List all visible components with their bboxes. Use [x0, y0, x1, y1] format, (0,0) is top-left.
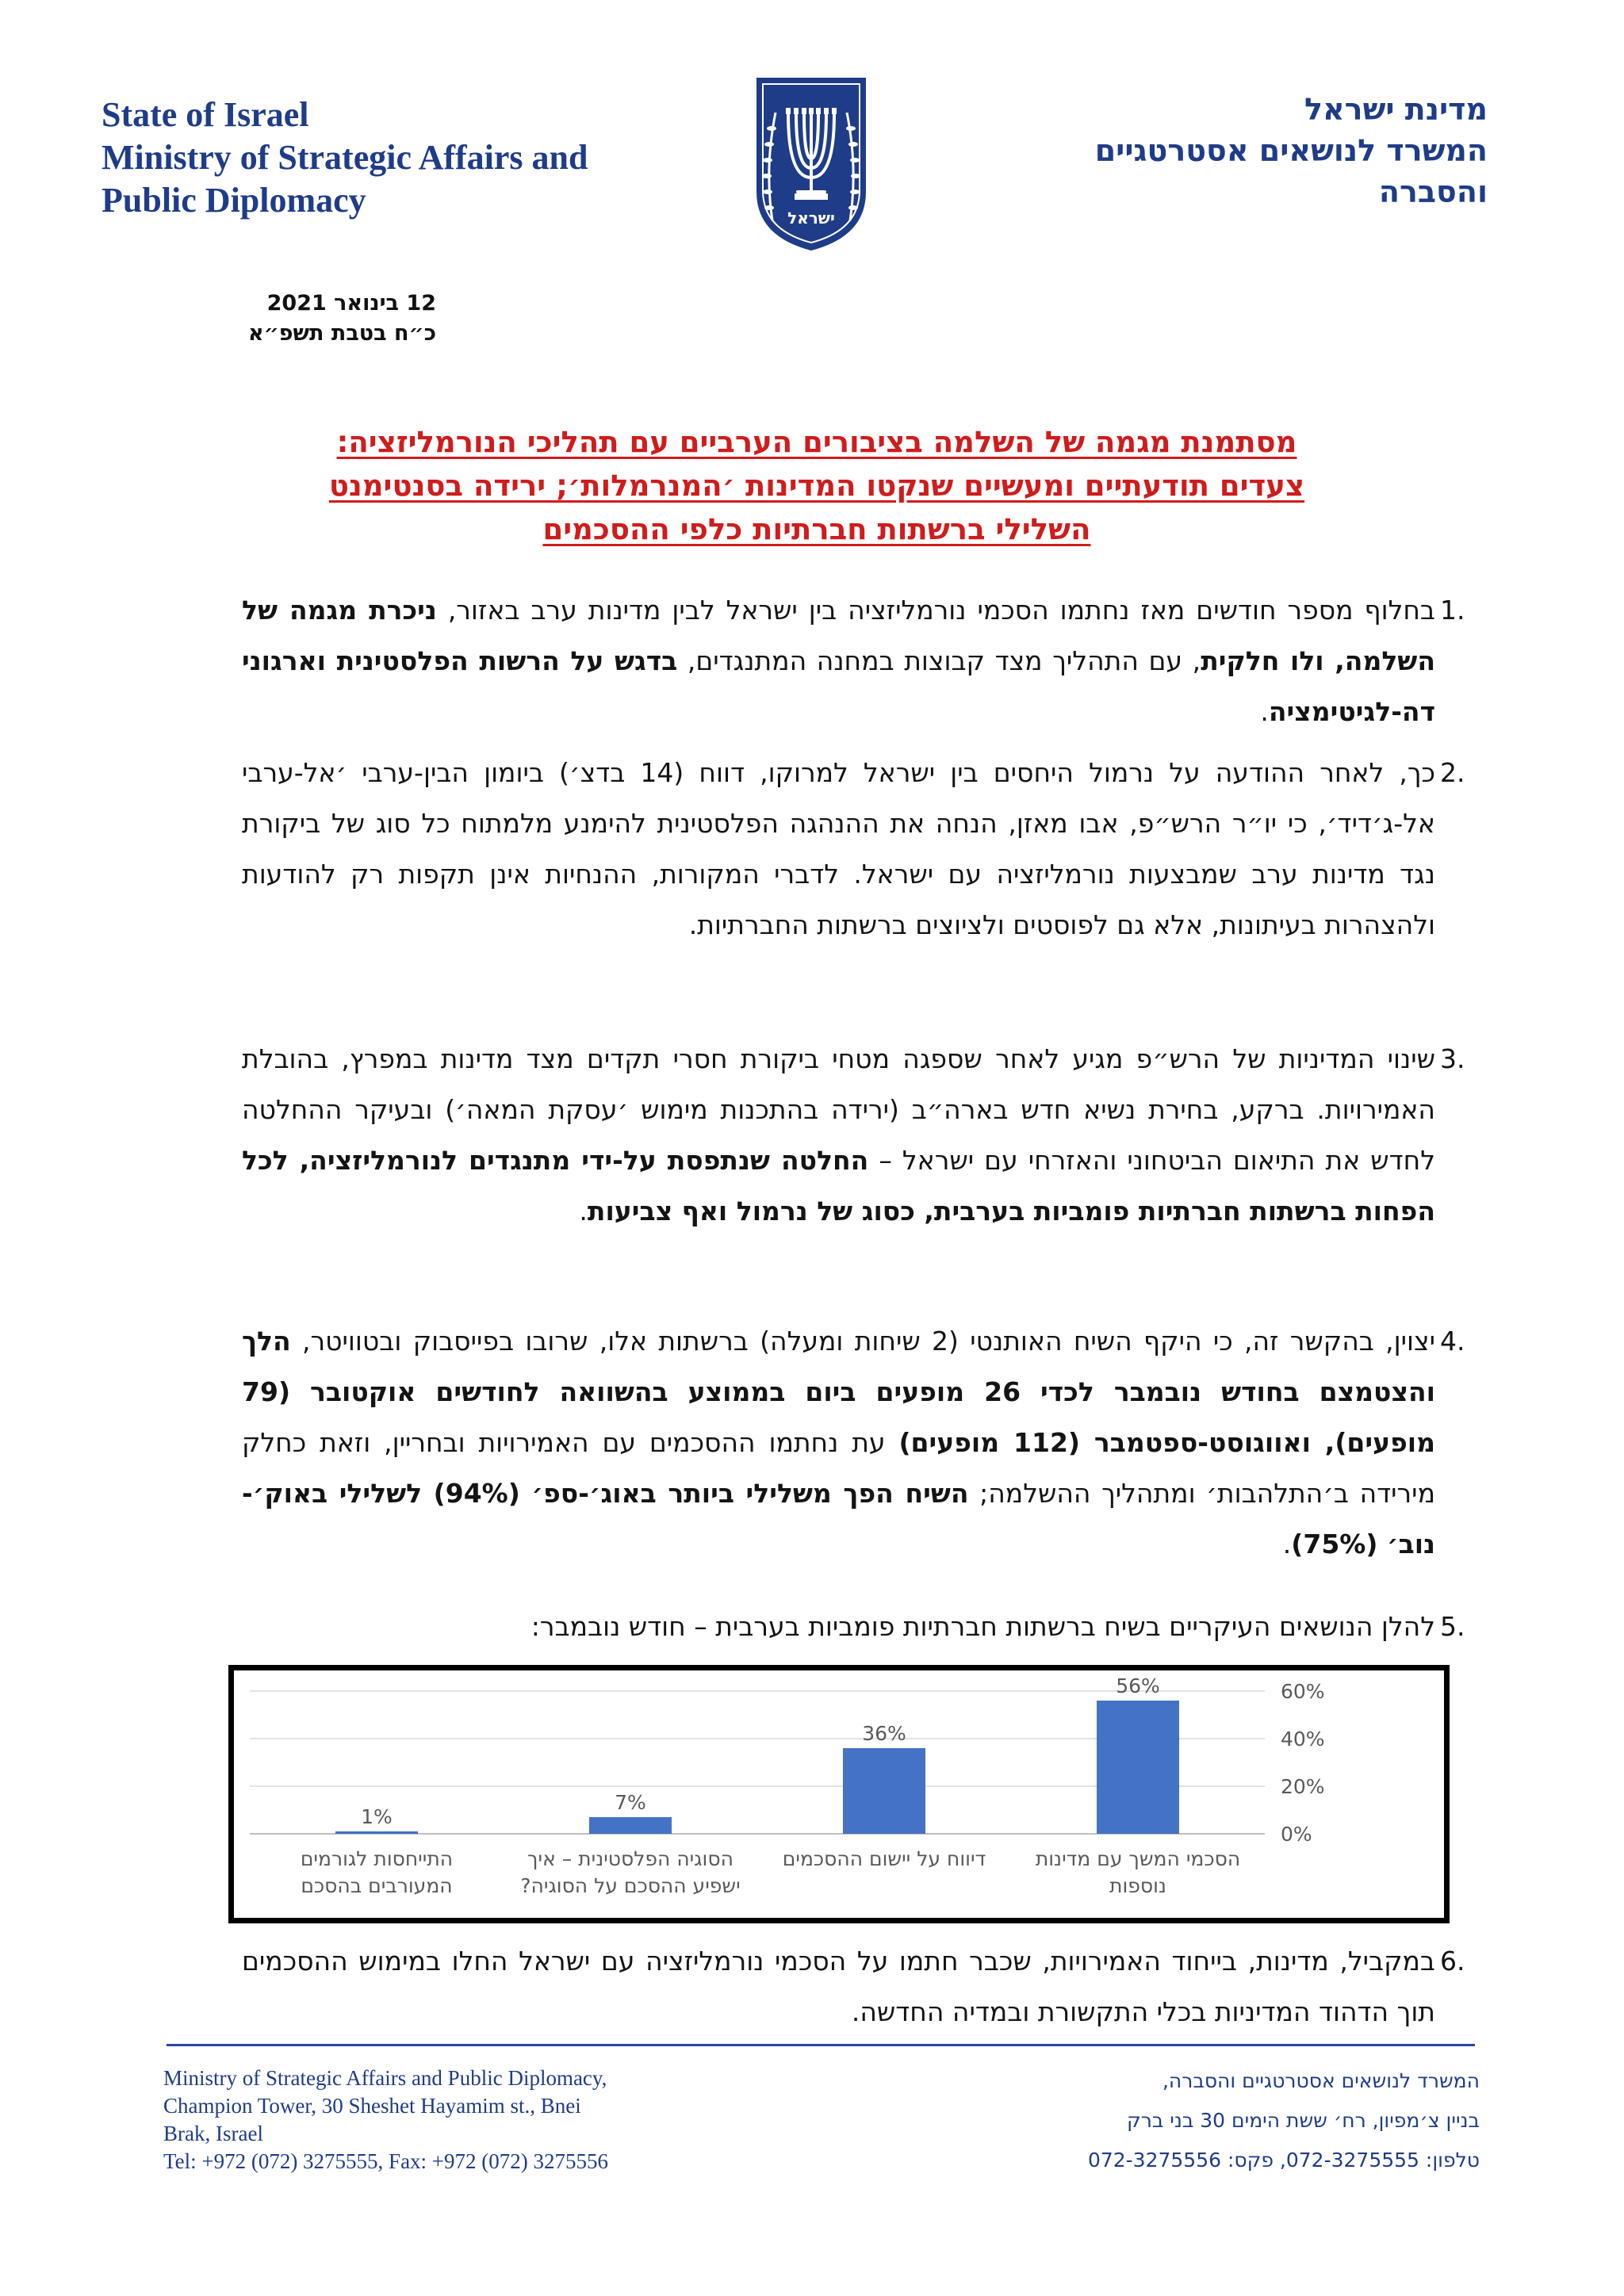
paragraph-text: כך, לאחר ההודעה על נרמול היחסים בין ישראל למרוקו, דווח (14 בדצ׳) ביומון הבין-ערבי ׳אל-ערבי אל-ג׳דיד׳, כי יו״ר הרש״פ, אבו מאזן, הנחה את ההנהגה הפלסטינית להימנע מלמתוח כל סוג של ביקורת נגד מדינות ערב שמבצעות נורמליזציה עם ישראל. לדברי המקורות, ההנחיות אינן תקפות רק להודעות ולהצהרות בעיתונות, אלא גם לפוסטים ולציוצים ברשתות החברתיות. — [242, 757, 1435, 940]
chart-data-label: 36% — [862, 1722, 906, 1745]
paragraph-4 — [242, 1316, 1435, 1570]
footer-divider — [167, 2044, 1475, 2046]
paragraph-number: 2. — [1440, 757, 1465, 788]
footer-en-line: Champion Tower, 30 Sheshet Hayamim st., Bnei — [163, 2094, 581, 2118]
footer-he-line: המשרד לנושאים אסטרטגיים והסברה, — [1162, 2069, 1480, 2092]
footer-he-phone: טלפון: 072-3275555, פקס: 072-3275556 — [1087, 2149, 1480, 2172]
date-hebrew: כ״ח בטבת תשפ״א — [247, 321, 436, 346]
document-title — [190, 420, 1443, 551]
paragraph-bold-text: בדגש על הרשות הפלסטינית וארגוני דה-לגיטימציה — [242, 645, 1435, 727]
paragraph-bold-text: הלך והצטמצם בחודש נובמבר לכדי 26 מופעים ביום בממוצע בהשוואה לחודשים אוקטובר (79 מופעים), ואווגוסט-ספטמבר (112 מופעים) — [242, 1326, 1435, 1458]
chart-category-label: דיווח על יישום ההסכמים — [782, 1847, 986, 1870]
chart-y-tick-label: 0% — [1281, 1823, 1312, 1846]
chart-data-label: 56% — [1116, 1674, 1160, 1697]
chart-category-label: הסוגיה הפלסטינית – איך — [527, 1847, 733, 1870]
ministry-name-he-line2: והסברה — [1378, 174, 1488, 209]
paragraph-text: יצוין, בהקשר זה, כי היקף השיח האותנטי (2 שיחות ומעלה) ברשתות אלו, שרובו בפייסבוק ובטוויטר, — [290, 1326, 1435, 1357]
paragraph-text: במקביל, מדינות, בייחוד האמירויות, שכבר חתמו על הסכמי נורמליזציה עם ישראל החלו במימוש ההסכמים תוך הדהוד המדיניות בכלי התקשורת ובמדיה החדשה. — [242, 1946, 1435, 2027]
state-name-en: State of Israel — [102, 95, 309, 134]
document-date — [127, 289, 436, 349]
chart-bar — [843, 1748, 925, 1834]
paragraph-number: 3. — [1440, 1043, 1465, 1074]
paragraph-1 — [242, 585, 1435, 737]
footer-en-line: Brak, Israel — [163, 2122, 263, 2145]
title-line-2: צעדים תודעתיים ומעשיים שנקטו המדינות ׳המנרמלות׳; ירידה בסנטימנט — [328, 469, 1305, 503]
paragraph-number: 5. — [1440, 1611, 1465, 1642]
paragraph-text: . — [1282, 1529, 1292, 1559]
paragraph-number: 4. — [1440, 1326, 1465, 1357]
topics-bar-chart — [228, 1665, 1450, 1923]
ministry-name-en-line2: Public Diplomacy — [102, 181, 366, 220]
paragraph-bold-text: ניכרת מגמה של השלמה, ולו חלקית — [242, 595, 1435, 676]
paragraph-text: בחלוף מספר חודשים מאז נחתמו הסכמי נורמליזציה בין ישראל לבין מדינות ערב באזור, — [436, 595, 1435, 626]
paragraph-text: . — [579, 1196, 588, 1226]
chart-data-label: 1% — [361, 1805, 393, 1828]
date-gregorian: 12 בינואר 2021 — [266, 291, 436, 316]
chart-data-label: 7% — [615, 1791, 646, 1814]
title-line-3: השלילי ברשתות חברתיות כלפי ההסכמים — [542, 512, 1091, 546]
paragraph-6 — [242, 1936, 1435, 2038]
chart-category-label: התייחסות לגורמים — [300, 1847, 454, 1870]
footer-en-line: Ministry of Strategic Affairs and Public Diplomacy, — [163, 2066, 607, 2090]
chart-bar — [1097, 1701, 1179, 1834]
chart-y-tick-label: 20% — [1281, 1775, 1325, 1798]
paragraph-bold-text: השיח הפך משלילי ביותר באוג׳-ספ׳ (94%) לשלילי באוק׳-נוב׳ (75%) — [242, 1478, 1435, 1559]
hebrew-letterhead — [980, 89, 1488, 212]
chart-bar — [589, 1817, 672, 1834]
chart-y-tick-label: 60% — [1281, 1680, 1325, 1703]
paragraph-text: , עם התהליך מצד קבוצות במחנה המתנגדים, — [677, 645, 1201, 676]
paragraph-text: עת נחתמו ההסכמים עם האמירויות ובחריין, וזאת כחלק מירידה ב׳התלהבות׳ ומתהליך ההשלמה; — [242, 1427, 1435, 1509]
paragraph-3 — [242, 1034, 1435, 1237]
chart-y-tick-label: 40% — [1281, 1728, 1325, 1751]
paragraph-text: . — [1260, 696, 1269, 727]
footer-he-line: בניין צ׳מפיון, רח׳ ששת הימים 30 בני ברק — [1127, 2109, 1480, 2132]
paragraph-bold-text: החלטה שנתפסת על-ידי מתנגדים לנורמליזציה, לכל הפחות ברשתות חברתיות פומביות בערבית, כסוג של נרמול ואף צביעות — [242, 1145, 1435, 1226]
ministry-name-en-line1: Ministry of Strategic Affairs and — [102, 138, 588, 177]
ministry-name-he-line1: המשרד לנושאים אסטרטגיים — [1094, 133, 1488, 168]
footer-en-phone: Tel: +972 (072) 3275555, Fax: +972 (072) 3275556 — [163, 2149, 609, 2173]
state-name-he: מדינת ישראל — [1304, 92, 1488, 127]
paragraph-5 — [242, 1601, 1435, 1652]
emblem-caption: ישראל — [787, 209, 835, 228]
chart-category-label: ישפיע ההסכם על הסוגיה? — [520, 1874, 741, 1897]
chart-category-label: נוספות — [1109, 1874, 1166, 1897]
paragraph-number: 6. — [1440, 1946, 1465, 1976]
paragraph-text: שינוי המדיניות של הרש״פ מגיע לאחר שספגה מטחי ביקורת חסרי תקדים מצד מדינות במפרץ, בהובלת האמירויות. ברקע, בחירת נשיא חדש בארה״ב (ירידה בהתכנות מימוש ׳עסקת המאה׳) ובעיקר ההחלטה לחדש את התיאום הביטחוני והאזרחי עם ישראל – — [242, 1043, 1435, 1176]
english-letterhead — [102, 94, 704, 222]
chart-category-label: המעורבים בהסכם — [301, 1874, 453, 1897]
title-line-1: מסתמנת מגמה של השלמה בציבורים הערביים עם תהליכי הנורמליזציה: — [336, 425, 1297, 459]
paragraph-number: 1. — [1440, 595, 1465, 626]
menorah-emblem-icon — [752, 73, 871, 254]
footer-address-he — [925, 2061, 1480, 2180]
chart-category-label: הסכמי המשך עם מדינות — [1035, 1847, 1241, 1870]
chart-svg — [234, 1670, 1444, 1918]
footer-address-en — [163, 2064, 766, 2175]
chart-bar — [335, 1831, 418, 1834]
paragraph-text: להלן הנושאים העיקריים בשיח ברשתות חברתיות פומביות בערבית – חודש נובמבר: — [530, 1611, 1435, 1642]
paragraph-2 — [242, 748, 1435, 951]
